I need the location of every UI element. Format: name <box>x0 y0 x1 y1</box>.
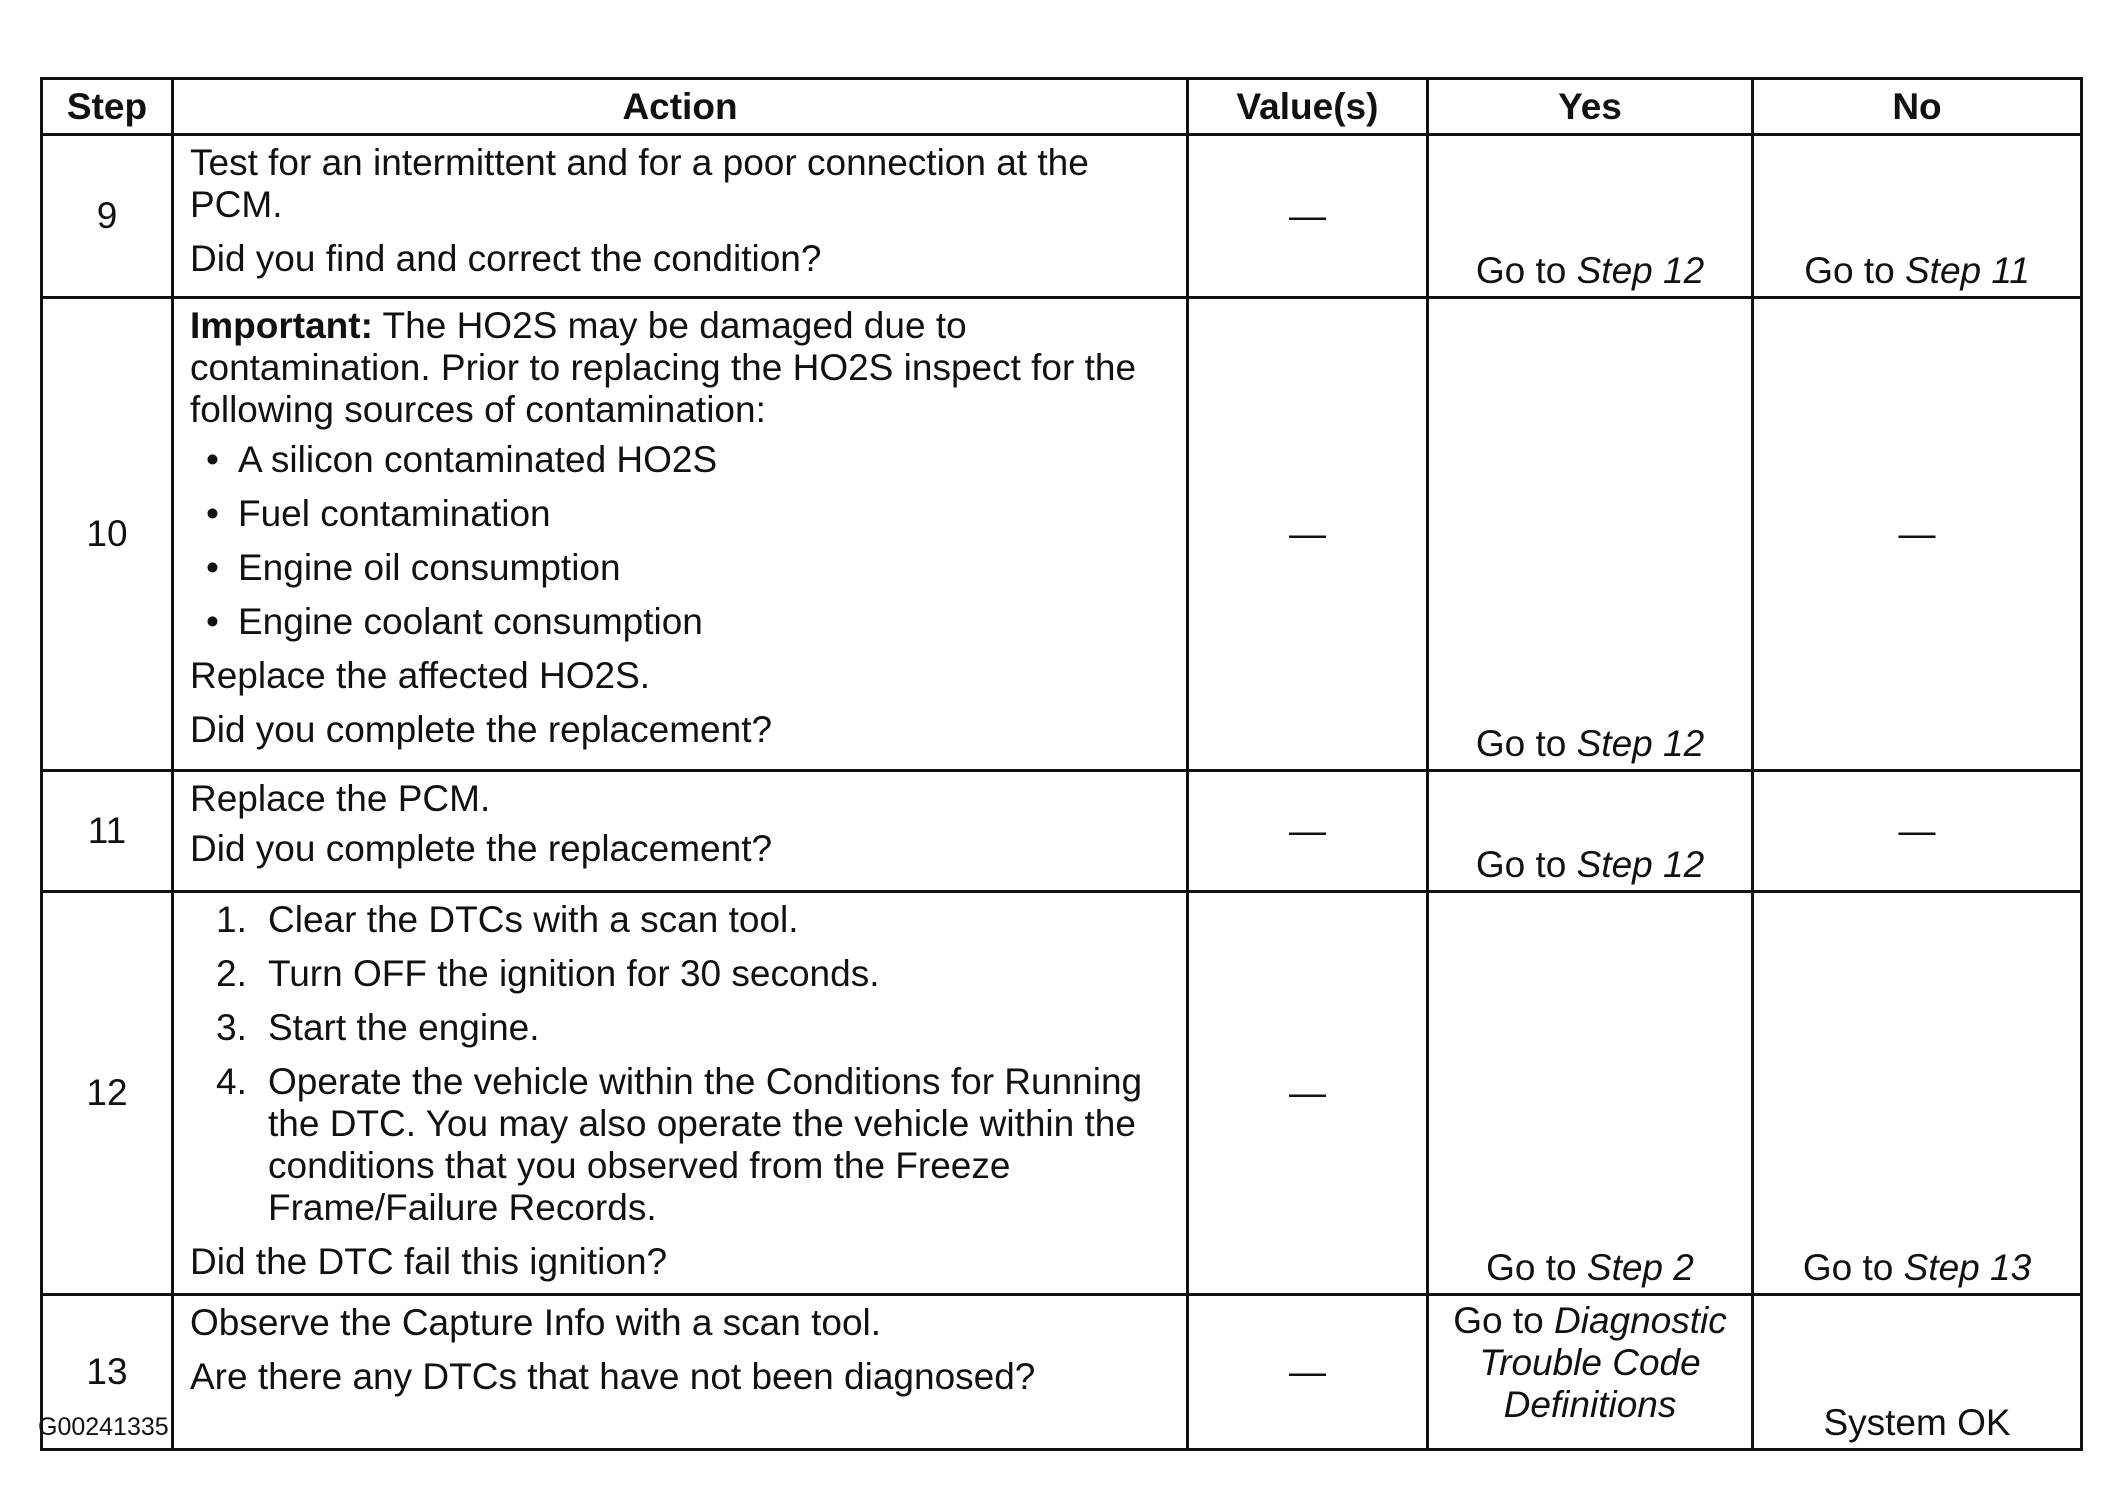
no-cell: — <box>1753 298 2082 771</box>
list-item <box>216 1061 1168 1229</box>
step-number: 13 <box>42 1295 173 1450</box>
yes-step-link[interactable]: Step 12 <box>1576 723 1705 764</box>
list-item: • Engine oil consumption <box>238 547 1168 589</box>
action-text: Replace the affected HO2S. <box>190 655 651 696</box>
step-number: 12 <box>42 892 173 1295</box>
yes-prefix: Go to <box>1475 250 1577 291</box>
action-cell <box>173 298 1188 771</box>
step-number: 9 <box>42 135 173 298</box>
important-text: The HO2S may be damaged due to contamination. Prior to replacing the HO2S inspect for the following sources of contamination: <box>190 305 1137 430</box>
list-item: • Engine coolant consumption <box>238 601 1168 643</box>
table-row <box>42 771 2082 892</box>
action-cell <box>173 1295 1188 1450</box>
yes-step-link[interactable]: Step 2 <box>1586 1247 1694 1288</box>
action-text: Observe the Capture Info with a scan tool. <box>190 1302 882 1343</box>
item-text: Clear the DTCs with a scan tool. <box>268 899 799 940</box>
value-cell: — <box>1188 892 1428 1295</box>
procedure-list <box>190 899 1168 1229</box>
item-text: Operate the vehicle within the Conditions for Running the DTC. You may also operate the vehicle within the conditions that you observed from the Freeze Frame/Failure Records. <box>268 1061 1143 1228</box>
action-cell <box>173 892 1188 1295</box>
action-question: Are there any DTCs that have not been diagnosed? <box>190 1356 1036 1397</box>
table-row <box>42 298 2082 771</box>
yes-step-link[interactable]: Step 12 <box>1576 250 1705 291</box>
no-cell: System OK <box>1753 1295 2082 1450</box>
table-row <box>42 892 2082 1295</box>
table-row <box>42 1295 2082 1450</box>
action-question: Did the DTC fail this ignition? <box>190 1241 668 1282</box>
action-question: Did you complete the replacement? <box>190 709 773 750</box>
no-cell: — <box>1753 771 2082 892</box>
value-cell: — <box>1188 298 1428 771</box>
item-number: 2. <box>216 953 247 994</box>
item-number: 3. <box>216 1007 247 1048</box>
no-step-link[interactable]: Step 11 <box>1904 250 2030 291</box>
contamination-list <box>190 439 1168 643</box>
table-header-row <box>42 79 2082 135</box>
header-yes: Yes <box>1428 79 1753 135</box>
yes-prefix: Go to <box>1486 1247 1587 1288</box>
header-no: No <box>1753 79 2082 135</box>
item-text: Start the engine. <box>268 1007 540 1048</box>
action-cell <box>173 135 1188 298</box>
value-cell: — <box>1188 1295 1428 1450</box>
list-item <box>216 1007 1168 1049</box>
item-number: 1. <box>216 899 247 940</box>
no-cell <box>1753 135 2082 298</box>
yes-cell <box>1428 1295 1753 1450</box>
item-text: Turn OFF the ignition for 30 seconds. <box>268 953 880 994</box>
yes-cell <box>1428 771 1753 892</box>
list-item: • Fuel contamination <box>238 493 1168 535</box>
action-text: Test for an intermittent and for a poor connection at the PCM. <box>190 142 1089 225</box>
yes-step-link[interactable]: Step 12 <box>1576 844 1705 885</box>
yes-definitions-link[interactable]: Diagnostic Trouble Code Definitions <box>1479 1300 1727 1425</box>
important-label: Important: <box>190 305 373 346</box>
step-number: 11 <box>42 771 173 892</box>
list-item <box>216 899 1168 941</box>
no-step-link[interactable]: Step 13 <box>1903 1247 2032 1288</box>
action-text: Replace the PCM. <box>190 778 491 819</box>
list-item <box>216 953 1168 995</box>
important-note <box>190 305 1168 431</box>
value-cell: — <box>1188 135 1428 298</box>
item-number: 4. <box>216 1061 247 1102</box>
table-row <box>42 135 2082 298</box>
yes-prefix: Go to <box>1475 723 1577 764</box>
no-cell <box>1753 892 2082 1295</box>
yes-cell <box>1428 298 1753 771</box>
yes-cell <box>1428 135 1753 298</box>
yes-prefix: Go to <box>1475 844 1577 885</box>
header-action: Action <box>173 79 1188 135</box>
diagnostic-table <box>40 77 2083 1451</box>
action-question: Did you complete the replacement? <box>190 828 773 869</box>
header-values: Value(s) <box>1188 79 1428 135</box>
step-number: 10 <box>42 298 173 771</box>
value-cell: — <box>1188 771 1428 892</box>
header-step: Step <box>42 79 173 135</box>
figure-code: G00241335 <box>38 1413 169 1441</box>
action-cell <box>173 771 1188 892</box>
list-item: • A silicon contaminated HO2S <box>238 439 1168 481</box>
yes-prefix: Go to <box>1453 1300 1554 1341</box>
yes-cell <box>1428 892 1753 1295</box>
action-question: Did you find and correct the condition? <box>190 238 822 279</box>
no-prefix: Go to <box>1802 1247 1904 1288</box>
no-prefix: Go to <box>1804 250 1905 291</box>
